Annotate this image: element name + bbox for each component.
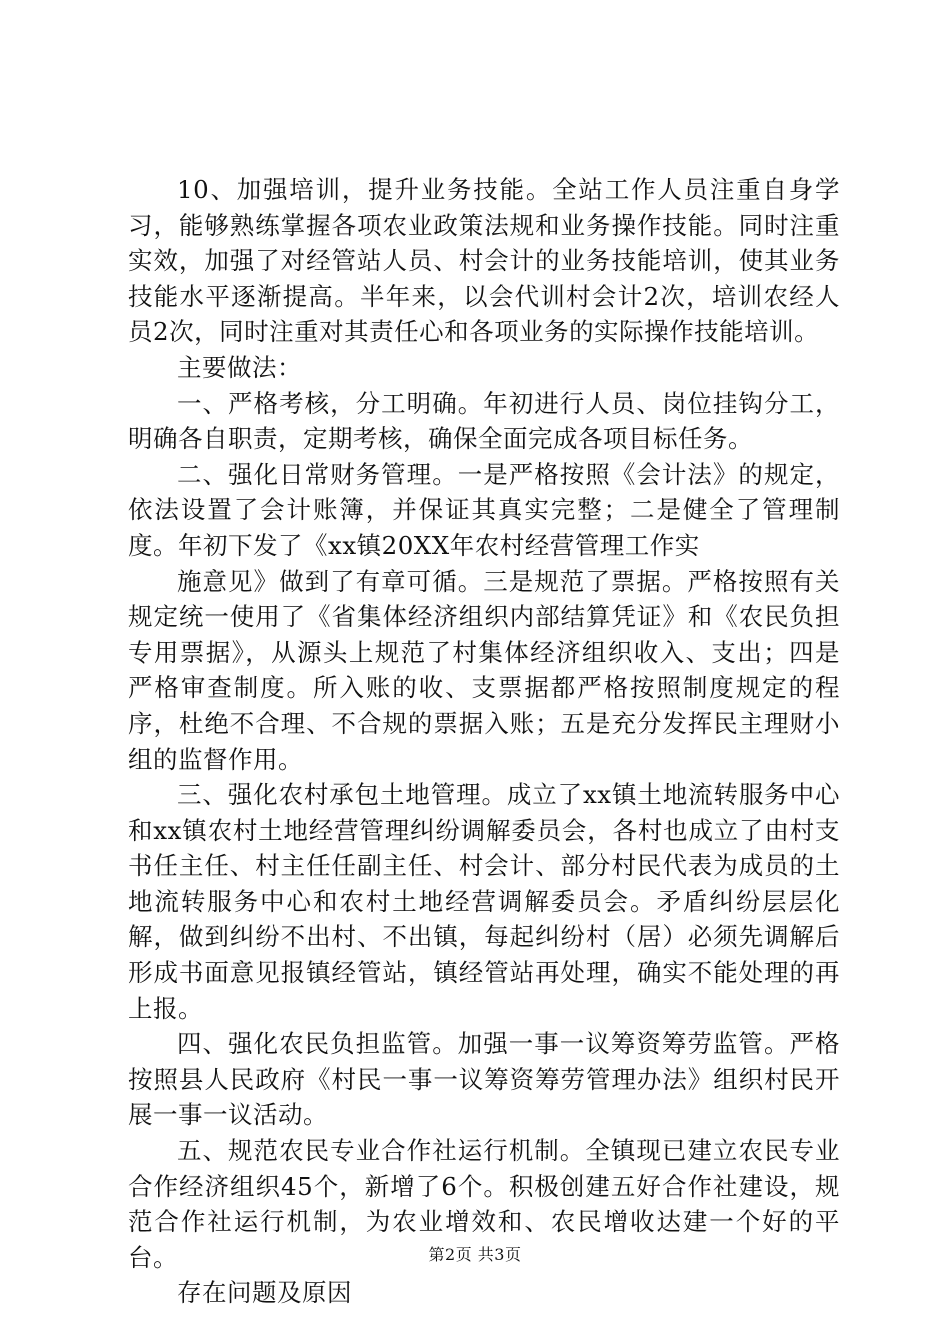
paragraph-main-practices-heading: 主要做法：	[177, 352, 302, 382]
paragraph-farmer-burden: 四、强化农民负担监管。加强一事一议筹资筹劳监管。严格按照县人民政府《村民一事一议筹资筹劳管理办法》组织村民开展一事一议活动。	[128, 1029, 840, 1130]
paragraph-assessment: 一、严格考核，分工明确。年初进行人员、岗位挂钩分工，明确各自职责，定期考核，确保全面完成各项目标任务。	[128, 388, 840, 454]
paragraph-problems-heading: 存在问题及原因	[177, 1278, 352, 1308]
paragraph-cooperatives: 五、规范农民专业合作社运行机制。全镇现已建立农民专业合作经济组织45个，新增了6个。积极创建五好合作社建设，规范合作社运行机制，为农业增效和、农民增收达建一个好的平台。	[128, 1136, 840, 1272]
document-body	[128, 172, 840, 1311]
page-number-footer: 第2页 共3页	[428, 1245, 522, 1264]
paragraph-training: 10、加强培训，提升业务技能。全站工作人员注重自身学习，能够熟练掌握各项农业政策法规和业务操作技能。同时注重实效，加强了对经管站人员、村会计的业务技能培训，使其业务技能水平逐渐提高。半年来，以会代训村会计2次，培训农经人员2次，同时注重对其责任心和各项业务的实际操作技能培训。	[128, 175, 840, 347]
paragraph-land-management: 三、强化农村承包土地管理。成立了xx镇土地流转服务中心和xx镇农村土地经营管理纠纷调解委员会，各村也成立了由村支书任主任、村主任任副主任、村会计、部分村民代表为成员的土地流转服务中心和农村土地经营调解委员会。矛盾纠纷层层化解，做到纠纷不出村、不出镇，每起纠纷村（居）必须先调解后形成书面意见报镇经管站，镇经管站再处理，确实不能处理的再上报。	[128, 780, 840, 1023]
paragraph-finance-management: 二、强化日常财务管理。一是严格按照《会计法》的规定，依法设置了会计账簿，并保证其真实完整；二是健全了管理制度。年初下发了《xx镇20XX年农村经营管理工作实	[128, 459, 840, 560]
paragraph-finance-management-continued: 施意见》做到了有章可循。三是规范了票据。严格按照有关规定统一使用了《省集体经济组织内部结算凭证》和《农民负担专用票据》，从源头上规范了村集体经济组织收入、支出；四是严格审查制度。所入账的收、支票据都严格按照制度规定的程序，杜绝不合理、不合规的票据入账；五是充分发挥民主理财小组的监督作用。	[128, 566, 840, 774]
